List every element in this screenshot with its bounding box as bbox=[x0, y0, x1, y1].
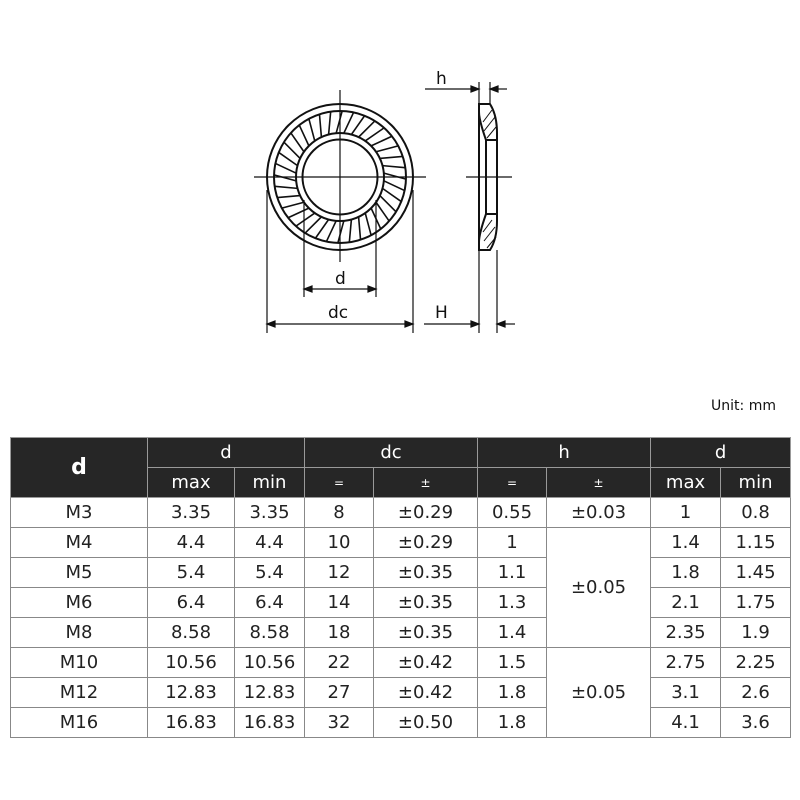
cell-d-min: 6.4 bbox=[235, 588, 305, 618]
label-d: d bbox=[335, 269, 346, 289]
serration-tooth bbox=[384, 181, 405, 191]
cell-size: M5 bbox=[11, 558, 148, 588]
cell-d2-min: 2.25 bbox=[721, 648, 791, 678]
serration-tooth bbox=[315, 220, 328, 239]
cell-h: 0.55 bbox=[478, 498, 547, 528]
serration-tooth bbox=[326, 221, 336, 242]
serration-tooth bbox=[296, 213, 315, 226]
washer-technical-drawing bbox=[0, 0, 800, 390]
serration-tooth bbox=[299, 125, 309, 146]
serration-tooth bbox=[383, 166, 406, 168]
label-H: H bbox=[435, 303, 448, 323]
cell-d2-min: 3.6 bbox=[721, 708, 791, 738]
label-h: h bbox=[436, 69, 447, 89]
header-d2-min: min bbox=[721, 468, 791, 498]
cell-d-min: 5.4 bbox=[235, 558, 305, 588]
cell-h: 1.8 bbox=[478, 678, 547, 708]
header-group-d: d bbox=[148, 438, 305, 468]
serration-tooth bbox=[338, 221, 344, 243]
cell-h-tol: ±0.05 bbox=[547, 528, 651, 648]
serration-tooth bbox=[349, 220, 351, 243]
cell-dc: 22 bbox=[305, 648, 374, 678]
serration-tooth bbox=[288, 208, 309, 218]
serration-tooth bbox=[275, 163, 296, 173]
cell-dc-tol: ±0.29 bbox=[374, 498, 478, 528]
cell-d2-max: 1.4 bbox=[651, 528, 721, 558]
cell-d2-max: 2.1 bbox=[651, 588, 721, 618]
cell-d2-max: 2.35 bbox=[651, 618, 721, 648]
header-group-d2: d bbox=[651, 438, 791, 468]
cell-d-max: 3.35 bbox=[148, 498, 235, 528]
header-d2-max: max bbox=[651, 468, 721, 498]
serration-tooth bbox=[329, 112, 331, 135]
serration-tooth bbox=[274, 175, 296, 181]
header-d-max: max bbox=[148, 468, 235, 498]
cell-dc: 18 bbox=[305, 618, 374, 648]
header-h-tol: ± bbox=[547, 468, 651, 498]
cell-d-max: 8.58 bbox=[148, 618, 235, 648]
cell-dc-tol: ±0.50 bbox=[374, 708, 478, 738]
cell-h: 1 bbox=[478, 528, 547, 558]
cell-d-min: 4.4 bbox=[235, 528, 305, 558]
cell-h: 1.8 bbox=[478, 708, 547, 738]
serration-tooth bbox=[309, 119, 315, 141]
header-dc-nominal: = bbox=[305, 468, 374, 498]
cell-dc: 14 bbox=[305, 588, 374, 618]
header-group-dc: dc bbox=[305, 438, 478, 468]
serration-tooth bbox=[305, 217, 321, 233]
cell-d2-max: 3.1 bbox=[651, 678, 721, 708]
header-h-nominal: = bbox=[478, 468, 547, 498]
serration-tooth bbox=[319, 114, 321, 137]
cell-d-max: 4.4 bbox=[148, 528, 235, 558]
cell-d2-min: 2.6 bbox=[721, 678, 791, 708]
cell-dc-tol: ±0.35 bbox=[374, 618, 478, 648]
cell-d-min: 10.56 bbox=[235, 648, 305, 678]
serration-tooth bbox=[344, 112, 354, 133]
serration-tooth bbox=[365, 213, 371, 235]
table-row bbox=[11, 588, 791, 618]
cell-dc: 27 bbox=[305, 678, 374, 708]
serration-tooth bbox=[277, 196, 300, 198]
cell-dc: 8 bbox=[305, 498, 374, 528]
header-size: d bbox=[11, 438, 148, 498]
cell-dc: 10 bbox=[305, 528, 374, 558]
cell-dc-tol: ±0.29 bbox=[374, 528, 478, 558]
cell-dc: 32 bbox=[305, 708, 374, 738]
cell-size: M12 bbox=[11, 678, 148, 708]
cell-d-max: 16.83 bbox=[148, 708, 235, 738]
serration-tooth bbox=[380, 156, 403, 158]
serration-tooth bbox=[291, 133, 304, 152]
serration-tooth bbox=[371, 136, 392, 146]
cell-d2-max: 1 bbox=[651, 498, 721, 528]
cell-d-max: 5.4 bbox=[148, 558, 235, 588]
table-row bbox=[11, 528, 791, 558]
cell-d-max: 12.83 bbox=[148, 678, 235, 708]
cell-dc-tol: ±0.35 bbox=[374, 558, 478, 588]
table-row bbox=[11, 498, 791, 528]
label-dc: dc bbox=[328, 303, 349, 323]
cell-size: M3 bbox=[11, 498, 148, 528]
cell-d-max: 10.56 bbox=[148, 648, 235, 678]
table-row bbox=[11, 708, 791, 738]
serration-tooth bbox=[351, 116, 364, 135]
cell-dc-tol: ±0.42 bbox=[374, 678, 478, 708]
serration-tooth bbox=[282, 202, 304, 208]
cell-size: M4 bbox=[11, 528, 148, 558]
cell-h-tol: ±0.03 bbox=[547, 498, 651, 528]
cell-h-tol: ±0.05 bbox=[547, 648, 651, 738]
dimensions-table bbox=[10, 437, 791, 738]
cell-h: 1.4 bbox=[478, 618, 547, 648]
cell-d2-max: 1.8 bbox=[651, 558, 721, 588]
cell-size: M10 bbox=[11, 648, 148, 678]
cell-d-min: 16.83 bbox=[235, 708, 305, 738]
serration-tooth bbox=[376, 146, 398, 152]
cell-dc-tol: ±0.42 bbox=[374, 648, 478, 678]
serration-tooth bbox=[359, 217, 361, 240]
cell-d-min: 3.35 bbox=[235, 498, 305, 528]
serration-tooth bbox=[275, 186, 298, 188]
cell-d-max: 6.4 bbox=[148, 588, 235, 618]
table-row bbox=[11, 678, 791, 708]
cell-h: 1.5 bbox=[478, 648, 547, 678]
table-row bbox=[11, 648, 791, 678]
header-d-min: min bbox=[235, 468, 305, 498]
cell-dc-tol: ±0.35 bbox=[374, 588, 478, 618]
serration-tooth bbox=[284, 142, 300, 158]
cell-d2-min: 1.9 bbox=[721, 618, 791, 648]
serration-tooth bbox=[279, 152, 298, 165]
cell-d2-max: 2.75 bbox=[651, 648, 721, 678]
table-row bbox=[11, 558, 791, 588]
cell-d2-min: 1.15 bbox=[721, 528, 791, 558]
serration-tooth bbox=[383, 188, 402, 201]
serration-tooth bbox=[376, 202, 389, 221]
serration-tooth bbox=[336, 111, 342, 133]
serration-tooth bbox=[359, 121, 375, 137]
cell-size: M8 bbox=[11, 618, 148, 648]
cell-d2-min: 1.45 bbox=[721, 558, 791, 588]
cell-d2-min: 0.8 bbox=[721, 498, 791, 528]
serration-tooth bbox=[384, 173, 406, 179]
header-group-h: h bbox=[478, 438, 651, 468]
serration-tooth bbox=[365, 128, 384, 141]
header-dc-tol: ± bbox=[374, 468, 478, 498]
table-row bbox=[11, 618, 791, 648]
cell-size: M16 bbox=[11, 708, 148, 738]
cell-d-min: 12.83 bbox=[235, 678, 305, 708]
cell-h: 1.3 bbox=[478, 588, 547, 618]
cell-size: M6 bbox=[11, 588, 148, 618]
cell-dc: 12 bbox=[305, 558, 374, 588]
unit-label: Unit: mm bbox=[711, 398, 776, 414]
cell-d2-min: 1.75 bbox=[721, 588, 791, 618]
cell-d-min: 8.58 bbox=[235, 618, 305, 648]
serration-tooth bbox=[380, 196, 396, 212]
cell-h: 1.1 bbox=[478, 558, 547, 588]
cell-d2-max: 4.1 bbox=[651, 708, 721, 738]
